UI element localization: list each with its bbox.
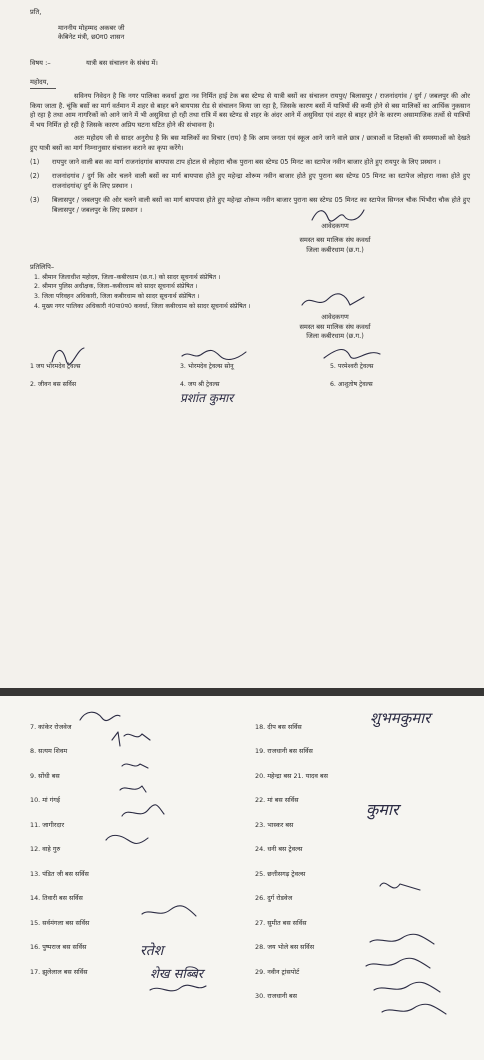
- addressee-line-2: केबिनेट मंत्री, छ0ग0 शासन: [58, 33, 125, 42]
- operator-item: 29. नवीन ट्रांसपोर्ट: [255, 967, 300, 976]
- route-item-2: [30, 172, 470, 191]
- applicant-label: आवेदकगण: [321, 221, 349, 230]
- operator-item: 11. जागीरदार: [30, 820, 65, 829]
- operator-item: 7. कांकेर रोजवेज: [30, 722, 72, 731]
- signoff-block-2: [250, 313, 420, 342]
- operator-item: 8. सत्यम शिवम: [30, 747, 68, 755]
- operators-right-column: [255, 706, 470, 1000]
- copy-label: प्रतिलिपि–: [30, 263, 55, 272]
- salutation: महोदय,: [30, 78, 49, 87]
- route-number: (3): [30, 196, 40, 205]
- signoff-block: [250, 222, 420, 256]
- subject-text: यात्री बस संचालन के संबंध में।: [86, 58, 158, 67]
- route-text: रायपुर जाने वाली बस का मार्ग राजनांदगांव बायपास टाप होटल से लोहारा चौक पुराना बस स्टेण्ड 05 मिनट का स्टापेज नवीन बाजार होते हुए रायपुर के लिए प्रस्थान ।: [52, 157, 441, 166]
- operator-item: 17. झुलेलाल बस सर्विस: [30, 967, 88, 976]
- copy-section: [30, 263, 470, 311]
- handwritten-name-1: प्रशांत कुमार: [180, 391, 234, 406]
- signature-scribble-1: [308, 206, 368, 224]
- operators-grid-page1: [30, 362, 470, 406]
- copy-item: 3. जिला परिवहन अधिकारी, जिला कबीरधाम को सादर सूचनार्थ संप्रेषित ।: [34, 293, 200, 301]
- handwritten-sig-16: शेख सब्बिर: [150, 967, 204, 982]
- operator-item: 30. राजधानी बस: [255, 992, 297, 1000]
- operator-item: 28. जय भोले बस सर्विस: [255, 943, 315, 951]
- route-number: (2): [30, 172, 40, 181]
- operator-item: 14. तिवारी बस सर्विस: [30, 894, 83, 902]
- copy-item: 4. मुख्य नगर पालिका अधिकारी नं0पा0प0 कवर्धा, जिला कबीरधाम को सादर सूचनार्थ संप्रेषित ।: [34, 302, 251, 310]
- route-text: राजनांदगांव / दुर्ग कि ओर चलने वाली बसों का मार्ग बायपास होते हुए महेन्द्रा शोरूम नवीन बाजार होते हुए पुराना बस स्टेण्ड 05 मिनट का स्टापेज लोहारा नाका होते हुए राजनांदगांव/ दुर्ग के लिए प्रस्थान ।: [52, 172, 470, 190]
- letter-page-2: [0, 696, 484, 1060]
- org-line-2: जिला कबीरधाम (छ.ग.): [306, 245, 364, 254]
- operator-item: 15. सर्वमंगला बस सर्विस: [30, 918, 90, 927]
- operator-item: 25. छत्तीसगढ़ ट्रेवल्स: [255, 869, 306, 878]
- copy-item: 2. श्रीमान पुलिस अधीक्षक, जिला–कबीरधाम को सादर सूचनार्थ संप्रेषित ।: [34, 283, 198, 291]
- operator-item: 18. दीप बस सर्विस: [255, 722, 302, 731]
- handwritten-sig-15: रतेश: [140, 943, 164, 959]
- operator-item: 9. सोंधी बस: [30, 771, 60, 780]
- handwritten-name-3: कुमार: [366, 800, 399, 819]
- operator-item: 1 जय भोरमदेव ट्रेवल्स: [30, 363, 81, 371]
- paragraph-1: सविनय निवेदन है कि नगर पालिका कवर्धा द्वारा नव निर्मित हाई टेक बस स्टेण्ड से यात्री बसों का संचालन रायपुर/ बिलासपुर / राजनांदगांव / दुर्ग / जबलपुर की ओर किया जाता है. चूंकि बसों का मार्ग वर्तमान में शहर से बाहर बने बायपास रोड से संचालन किया जा रहा है, जिसके कारण बसों में यात्रियों की कमी होने से बस मालिकों का आर्थिक नुकसान हो रहा है तथा आम नागरिकों को आने जाने में भी असुविधा हो रही तथा रात्रि में बस स्टेण्ड से शहर के अंदर आने में असुविधा एवं शहर से बाहर होने के कारण असामाजिक तत्वों से यात्रियों में भय निर्मित हो रही है जिसके कारण अप्रिय घटना घटित होने की संभावना है।: [30, 91, 470, 129]
- org-line-1-2: समस्त बस मालिक संघ कवर्धा: [299, 322, 371, 331]
- route-text: बिलासपुर / जबलपुर की ओर चलने वाली बसों का मार्ग बायपास होते हुए महेन्द्रा शोरूम नवीन बाजार पुराना बस स्टेण्ड 05 मिनट का स्टापेज सिग्नल चौक भिंभौरा चौक होते हुए बिलासपुर / जबलपुर के लिए प्रस्थान ।: [52, 196, 470, 214]
- operator-item: 24. धनी बस ट्रेवल्स: [255, 845, 303, 853]
- org-line-1: समस्त बस मालिक संघ कवर्धा: [299, 236, 371, 245]
- operator-item: 16. पुष्पराज बस सर्विस: [30, 943, 87, 951]
- operator-item: 6. आशुतोष ट्रेवल्स: [330, 380, 373, 388]
- org-line-2-2: जिला कबीरधाम (छ.ग.): [306, 332, 364, 341]
- operator-item: 4. जय श्री ट्रेवल्स: [180, 380, 220, 388]
- operator-item: 23. भास्कर बस: [255, 820, 294, 829]
- operator-item: 2. जीवन बस सर्विस: [30, 380, 76, 388]
- applicant-label-2: आवेदकगण: [321, 313, 349, 322]
- operator-item: 10. मां गंगई: [30, 796, 61, 804]
- operator-item: 26. दुर्ग रोडवेज: [255, 894, 293, 902]
- addressee-line-1: माननीय मोहम्मद अकबर जी: [58, 23, 125, 32]
- signature-scribble-op3: [180, 348, 250, 362]
- operator-item: 13. पंडित जी बस सर्विस: [30, 869, 89, 878]
- salutation-underline: [30, 88, 56, 89]
- subject-label: विषय :–: [30, 58, 51, 67]
- signature-scribble-op1: [48, 344, 88, 366]
- signature-scribble-op5: [320, 344, 384, 364]
- prati-label: प्रति,: [30, 8, 42, 16]
- operator-item: 20. महेन्द्रा बस 21. यादव बस: [255, 771, 328, 780]
- route-number: (1): [30, 157, 40, 166]
- copy-item: 1. श्रीमान जिलाधीश महोदय, जिला–कबीरधाम (छ.ग.) को सादर सूचनार्थ संप्रेषित ।: [34, 273, 221, 281]
- operator-item: 3. भोरमदेव ट्रेवल्स सोनू: [180, 363, 234, 371]
- operators-list-page2: [30, 706, 470, 1000]
- operator-item: 19. राजधानी बस सर्विस: [255, 747, 313, 755]
- signature-scribble-2: [298, 293, 368, 311]
- route-item-3: [30, 196, 470, 215]
- handwritten-name-2: शुभमकुमार: [370, 709, 431, 727]
- operator-item: 12. वाहे गुरु: [30, 845, 61, 853]
- operators-left-column: [30, 706, 245, 1000]
- route-item-1: [30, 158, 470, 168]
- page-separator: [0, 688, 484, 696]
- operator-item: 5. परमेश्वरी ट्रेवल्स: [330, 363, 374, 371]
- operator-item: 22. मां बस सर्विस: [255, 796, 299, 804]
- paragraph-2: अतः महोदय जी से सादर अनुरोध है कि बस मालिकों का विचार (राय) है कि आम जनता एवं स्कूल आने जाने वाले छात्र / छात्राओं व शिक्षकों की समस्याओं को देखते हुए यात्री बसों का मार्ग निम्नानुसार संचालन कराने का कृपा करेंगे।: [30, 134, 470, 152]
- operator-item: 27. सुमीत बस सर्विस: [255, 918, 307, 927]
